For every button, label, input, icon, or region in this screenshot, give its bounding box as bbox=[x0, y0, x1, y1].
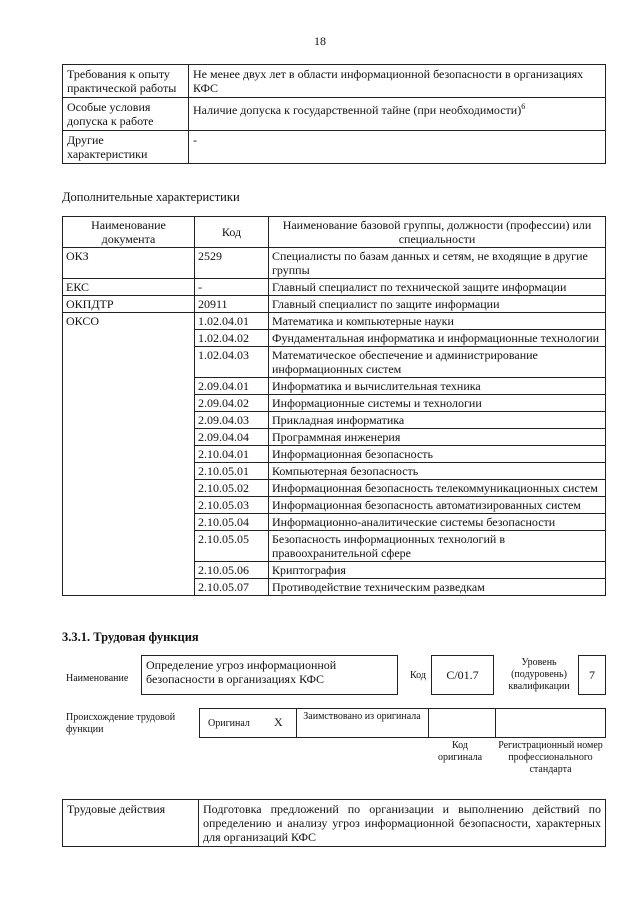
name-cell: Информационная безопасность bbox=[269, 446, 606, 463]
name-cell: Информационная безопасность телекоммуникационных систем bbox=[269, 480, 606, 497]
name-cell: Криптография bbox=[269, 562, 606, 579]
requirement-label: Требования к опыту практической работы bbox=[63, 65, 189, 98]
code-cell: 2.10.05.07 bbox=[195, 579, 269, 596]
original-label: Оригинал bbox=[208, 718, 250, 729]
requirement-label: Особые условия допуска к работе bbox=[63, 98, 189, 131]
name-cell: Информационная безопасность автоматизированных систем bbox=[269, 497, 606, 514]
original-code-caption: Код оригинала bbox=[437, 740, 483, 763]
table-row bbox=[63, 131, 606, 164]
name-cell: Безопасность информационных технологий в правоохранительной сфере bbox=[269, 531, 606, 562]
code-cell: 2529 bbox=[195, 248, 269, 279]
table-row bbox=[63, 800, 606, 847]
code-cell: 2.09.04.01 bbox=[195, 378, 269, 395]
page-number: 18 bbox=[314, 34, 326, 48]
reg-number-caption: Регистрационный номер профессионального стандарта bbox=[498, 740, 603, 775]
name-cell: Главный специалист по технической защите информации bbox=[269, 279, 606, 296]
name-cell: Математика и компьютерные науки bbox=[269, 313, 606, 330]
column-header-document: Наименование документа bbox=[63, 217, 195, 248]
name-cell: Специалисты по базам данных и сетям, не входящие в другие группы bbox=[269, 248, 606, 279]
original-mark: X bbox=[274, 715, 283, 729]
name-cell: Противодействие техническим разведкам bbox=[269, 579, 606, 596]
footnote-marker: 6 bbox=[521, 102, 526, 111]
requirement-value: Не менее двух лет в области информационной безопасности в организациях КФС bbox=[189, 65, 606, 98]
table-row bbox=[63, 313, 606, 330]
function-code-box bbox=[431, 655, 494, 695]
origin-label: Происхождение трудовой функции bbox=[66, 712, 176, 735]
code-cell: 2.09.04.02 bbox=[195, 395, 269, 412]
code-label: Код bbox=[410, 670, 426, 681]
code-cell: 2.09.04.04 bbox=[195, 429, 269, 446]
table-row bbox=[63, 296, 606, 313]
borrowed-label: Заимствовано из оригинала bbox=[303, 711, 421, 722]
name-label: Наименование bbox=[66, 673, 129, 684]
actions-text: Подготовка предложений по организации и выполнению действий по определению и анализу угроз информационной безопасности, характерных для организаций КФС bbox=[199, 800, 606, 847]
document-name-cell: ОКЗ bbox=[63, 248, 195, 279]
name-cell: Математическое обеспечение и администрирование информационных систем bbox=[269, 347, 606, 378]
name-cell: Прикладная информатика bbox=[269, 412, 606, 429]
section-title: 3.3.1. Трудовая функция bbox=[62, 630, 199, 644]
code-cell: 1.02.04.02 bbox=[195, 330, 269, 347]
name-cell: Программная инженерия bbox=[269, 429, 606, 446]
code-cell: 2.10.05.05 bbox=[195, 531, 269, 562]
name-cell: Главный специалист по защите информации bbox=[269, 296, 606, 313]
table-row bbox=[63, 279, 606, 296]
code-cell: 2.10.05.04 bbox=[195, 514, 269, 531]
origin-row bbox=[199, 708, 606, 738]
document-name-cell: ЕКС bbox=[63, 279, 195, 296]
table-row bbox=[63, 98, 606, 131]
column-header-name: Наименование базовой группы, должности (профессии) или специальности bbox=[269, 217, 606, 248]
code-cell: 2.10.04.01 bbox=[195, 446, 269, 463]
code-cell: 2.10.05.03 bbox=[195, 497, 269, 514]
qualification-level-box bbox=[578, 655, 606, 695]
table-row bbox=[63, 65, 606, 98]
actions-table bbox=[62, 799, 606, 847]
actions-label: Трудовые действия bbox=[63, 800, 199, 847]
function-name-value: Определение угроз информационной безопасности в организациях КФС bbox=[146, 658, 337, 686]
requirement-label: Другие характеристики bbox=[63, 131, 189, 164]
code-cell: - bbox=[195, 279, 269, 296]
requirement-value-text: Наличие допуска к государственной тайне (при необходимости) bbox=[193, 103, 522, 117]
document-name-cell: ОКСО bbox=[63, 313, 195, 596]
qualification-level-label: Уровень (подуровень) квалификации bbox=[508, 657, 570, 692]
qualification-level-value: 7 bbox=[589, 667, 595, 682]
column-header-code: Код bbox=[195, 217, 269, 248]
code-cell: 1.02.04.03 bbox=[195, 347, 269, 378]
requirements-table bbox=[62, 64, 606, 164]
name-cell: Компьютерная безопасность bbox=[269, 463, 606, 480]
document-name-cell: ОКПДТР bbox=[63, 296, 195, 313]
requirement-value bbox=[189, 98, 606, 131]
code-cell: 2.10.05.06 bbox=[195, 562, 269, 579]
name-cell: Информационные системы и технологии bbox=[269, 395, 606, 412]
characteristics-table bbox=[62, 216, 606, 596]
name-cell: Информационно-аналитические системы безопасности bbox=[269, 514, 606, 531]
code-cell: 20911 bbox=[195, 296, 269, 313]
name-cell: Фундаментальная информатика и информационные технологии bbox=[269, 330, 606, 347]
code-cell: 2.10.05.02 bbox=[195, 480, 269, 497]
additional-title: Дополнительные характеристики bbox=[62, 190, 240, 204]
table-row bbox=[63, 248, 606, 279]
table-header-row bbox=[63, 217, 606, 248]
name-cell: Информатика и вычислительная техника bbox=[269, 378, 606, 395]
function-name-box bbox=[141, 655, 398, 695]
code-cell: 2.09.04.03 bbox=[195, 412, 269, 429]
function-code-value: C/01.7 bbox=[446, 667, 479, 682]
requirement-value: - bbox=[189, 131, 606, 164]
code-cell: 2.10.05.01 bbox=[195, 463, 269, 480]
code-cell: 1.02.04.01 bbox=[195, 313, 269, 330]
